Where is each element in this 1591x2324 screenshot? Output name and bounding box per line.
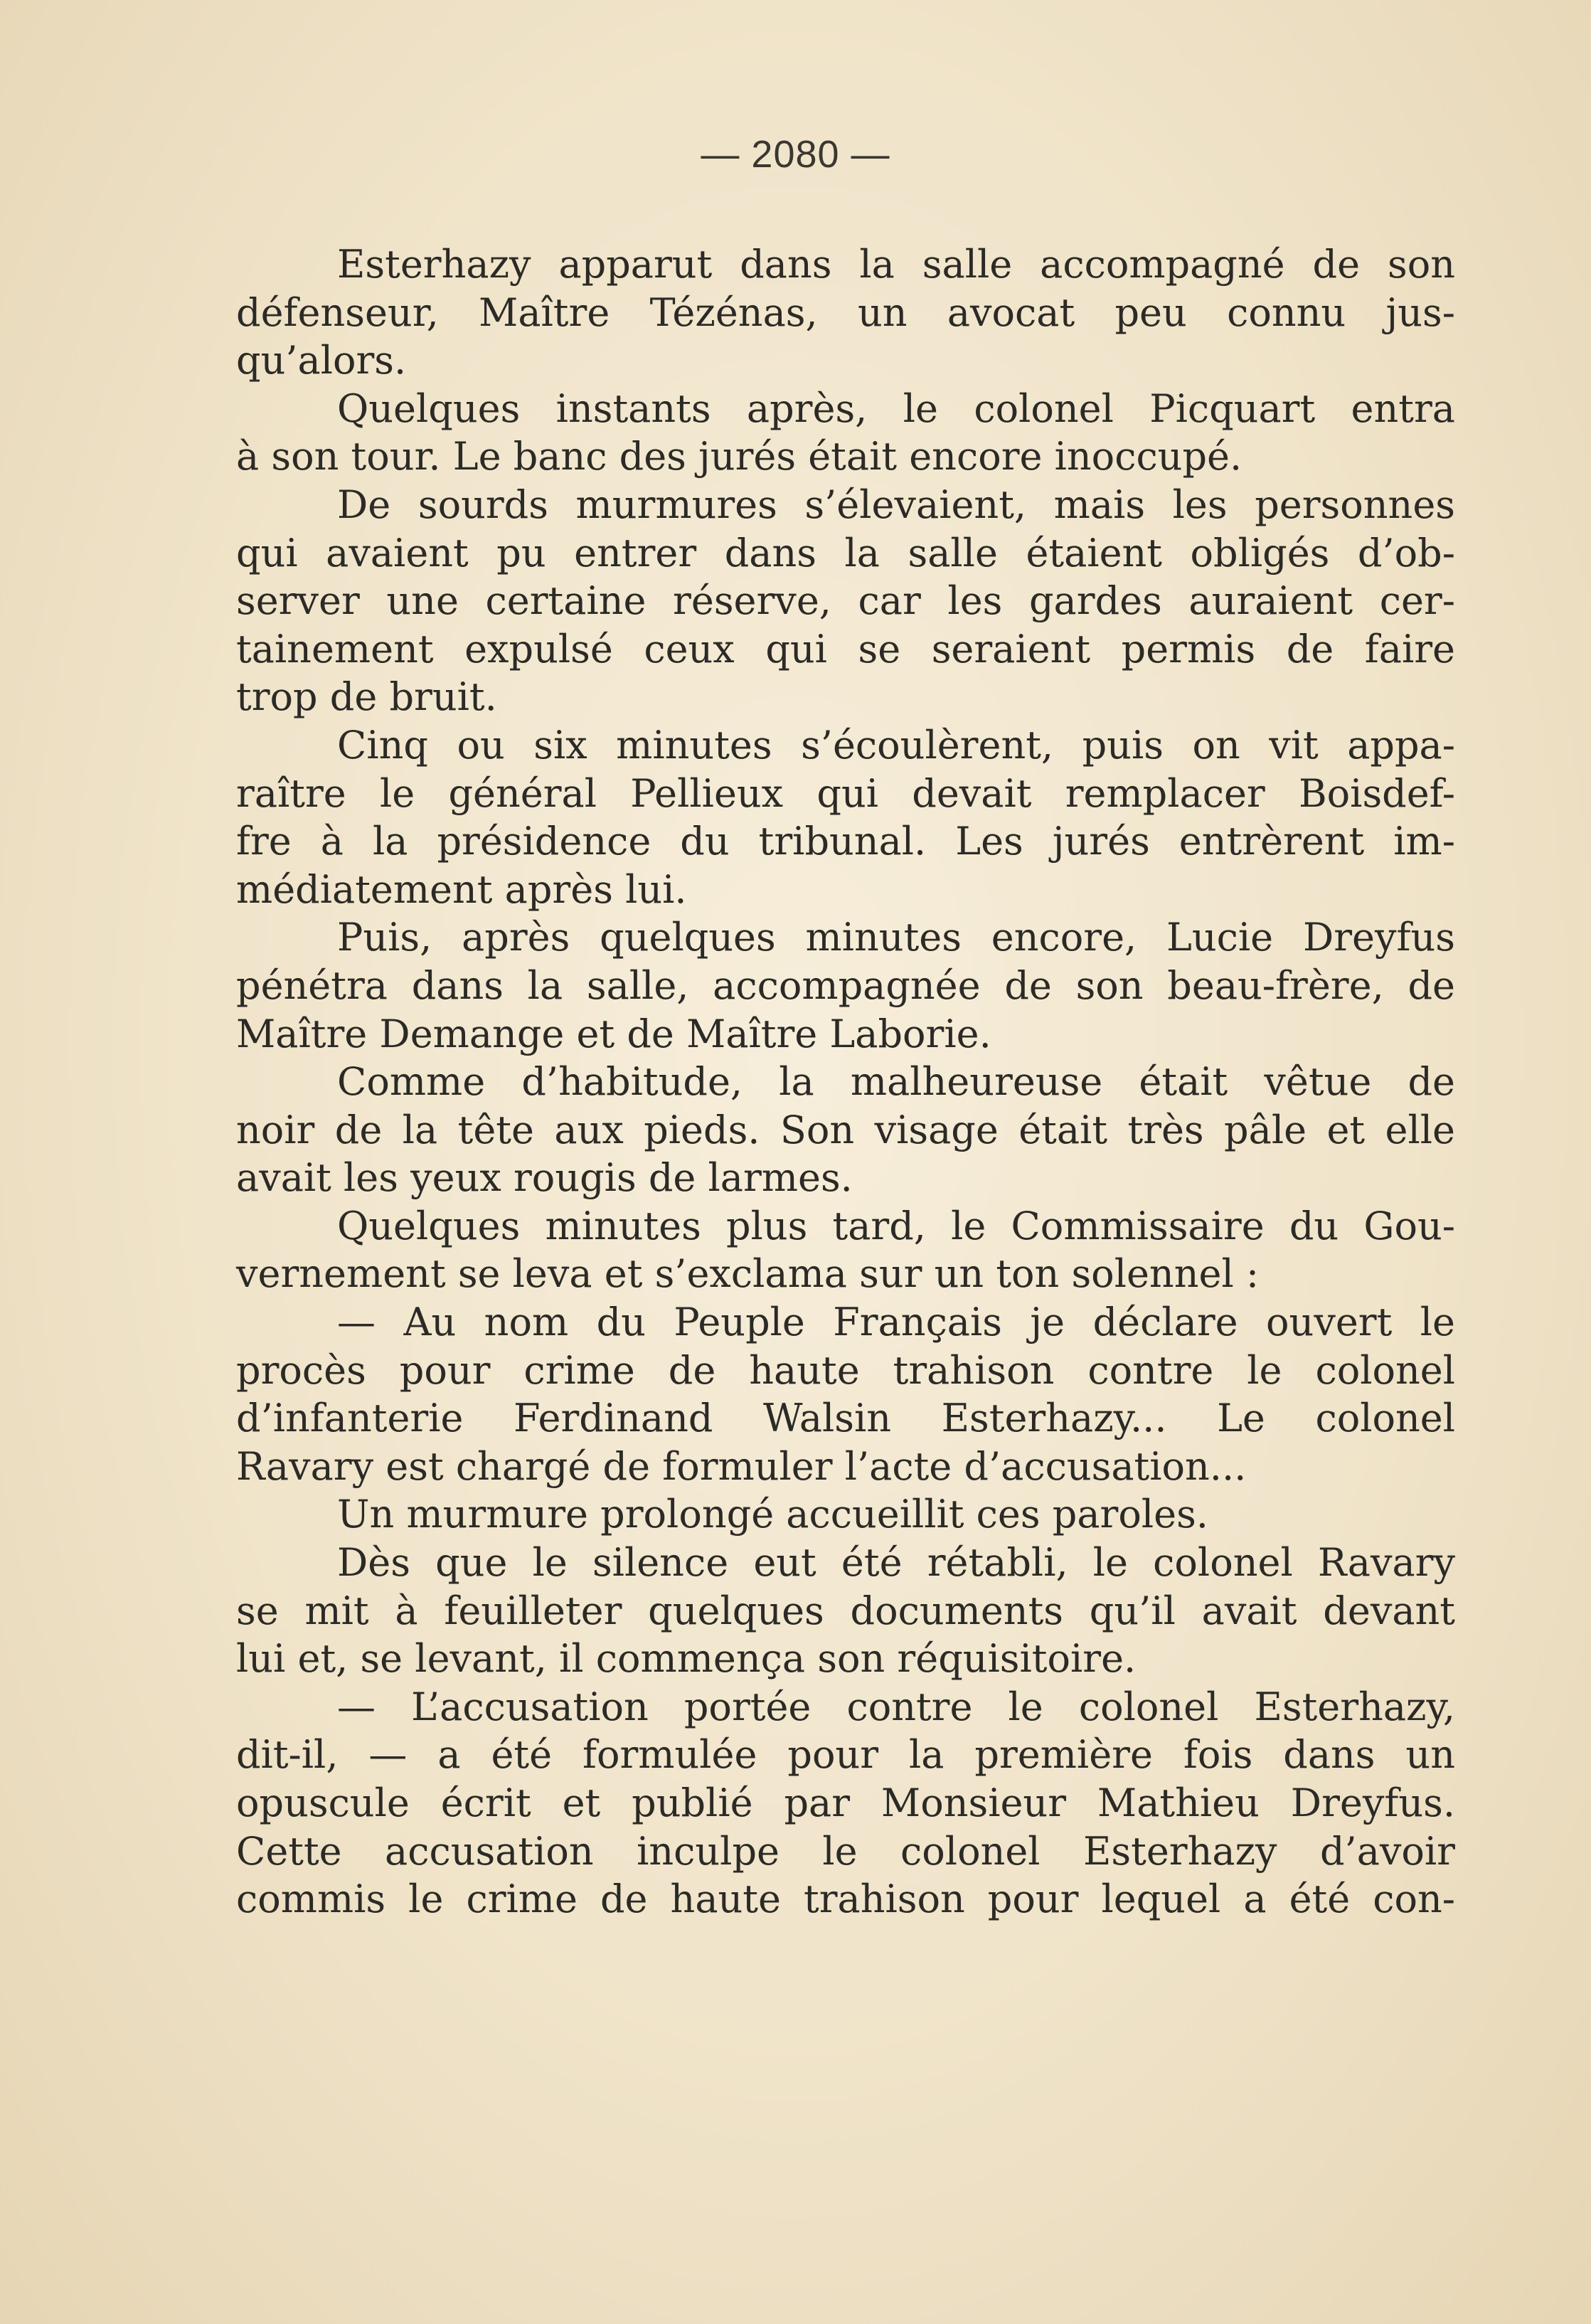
text-line: se mit à feuilleter quelques documents qu’il avait devant (236, 1588, 1455, 1633)
text-line: qu’alors. (236, 338, 407, 383)
body-text (236, 240, 1455, 1924)
text-line: De sourds murmures s’élevaient, mais les personnes (337, 482, 1455, 527)
text-line: dit-il, — a été formulée pour la première fois dans un (236, 1732, 1455, 1778)
text-line: Un murmure prolongé accueillit ces paroles. (337, 1492, 1208, 1537)
text-line: médiatement après lui. (236, 866, 687, 912)
text-line: Puis, après quelques minutes encore, Lucie Dreyfus (337, 915, 1455, 960)
page-number: — 2080 — (701, 133, 890, 176)
text-line: d’infanterie Ferdinand Walsin Esterhazy... Le colonel (236, 1396, 1455, 1441)
text-line: procès pour crime de haute trahison contre le colonel (236, 1347, 1455, 1393)
text-line: à son tour. Le banc des jurés était encore inoccupé. (236, 434, 1243, 479)
text-line: commis le crime de haute trahison pour lequel a été con- (236, 1877, 1455, 1922)
text-line: vernement se leva et s’exclama sur un ton solennel : (236, 1251, 1260, 1297)
text-line: Dès que le silence eut été rétabli, le colonel Ravary (337, 1540, 1455, 1586)
text-line: — L’accusation portée contre le colonel Esterhazy, (337, 1684, 1455, 1729)
text-line: défenseur, Maître Tézénas, un avocat peu connu jus- (236, 290, 1455, 335)
text-line: opuscule écrit et publié par Monsieur Mathieu Dreyfus. (236, 1781, 1455, 1825)
text-line: pénétra dans la salle, accompagnée de son beau-frère, de (236, 962, 1455, 1008)
text-line: server une certaine réserve, car les gardes auraient cer- (236, 578, 1455, 624)
text-line: trop de bruit. (236, 674, 497, 720)
text-line: — Au nom du Peuple Français je déclare ouvert le (337, 1300, 1455, 1345)
text-line: lui et, se levant, il commença son réquisitoire. (236, 1636, 1137, 1682)
text-line: Quelques instants après, le colonel Picquart entra (337, 386, 1455, 431)
text-line: Esterhazy apparut dans la salle accompagné de son (337, 242, 1455, 287)
text-line: tainement expulsé ceux qui se seraient permis de faire (236, 626, 1455, 672)
text-line: fre à la présidence du tribunal. Les jurés entrèrent im- (236, 819, 1455, 864)
text-line: noir de la tête aux pieds. Son visage était très pâle et elle (236, 1107, 1455, 1152)
text-line: Cinq ou six minutes s’écoulèrent, puis on vit appa- (337, 722, 1455, 768)
text-line: raître le général Pellieux qui devait remplacer Boisdef- (236, 770, 1455, 816)
text-line: Comme d’habitude, la malheureuse était vêtue de (337, 1059, 1455, 1105)
text-line: qui avaient pu entrer dans la salle étaient obligés d’ob- (236, 530, 1455, 575)
text-line: Maître Demange et de Maître Laborie. (236, 1011, 991, 1056)
text-line: Ravary est chargé de formuler l’acte d’accusation... (236, 1443, 1247, 1489)
text-line: Cette accusation inculpe le colonel Esterhazy d’avoir (236, 1828, 1455, 1874)
text-line: Quelques minutes plus tard, le Commissaire du Gou- (337, 1203, 1455, 1248)
text-line: avait les yeux rougis de larmes. (236, 1155, 853, 1201)
